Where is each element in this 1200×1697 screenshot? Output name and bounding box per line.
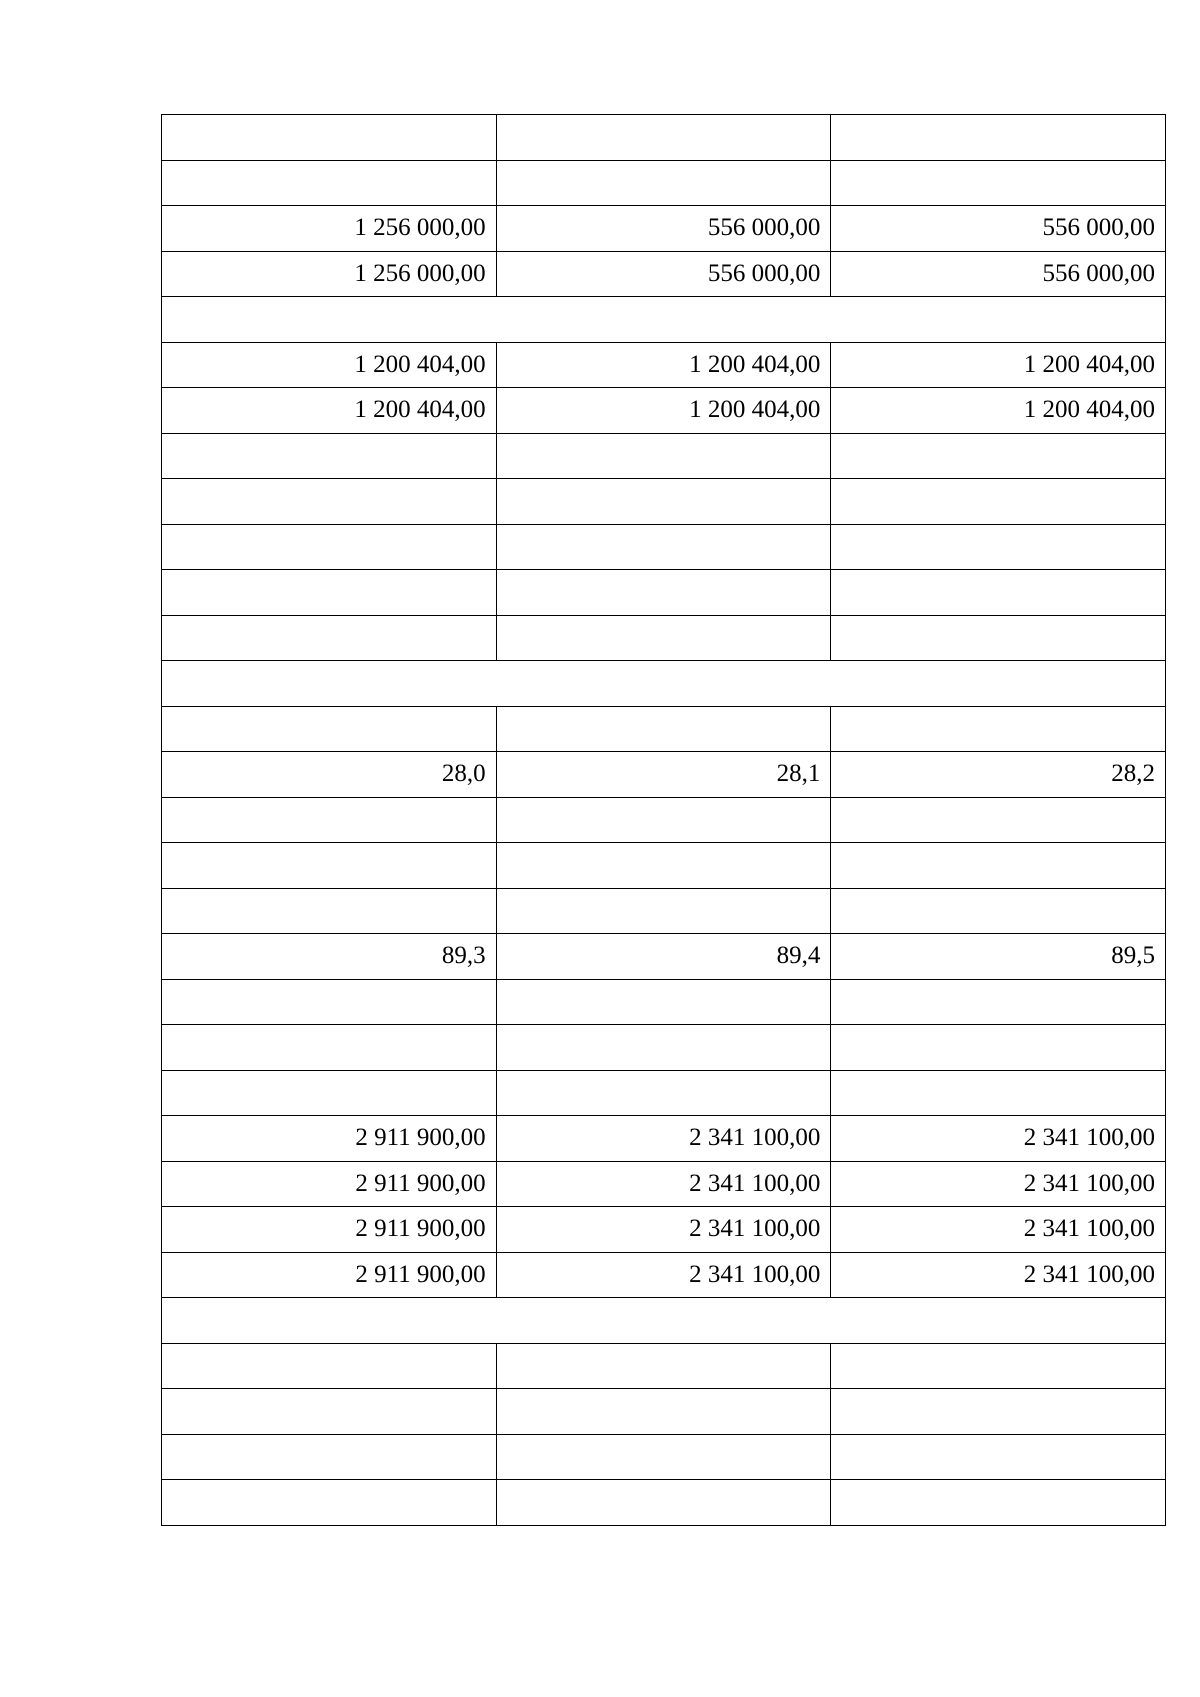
table-cell bbox=[831, 797, 1166, 843]
table-cell: 2 911 900,00 bbox=[162, 1207, 497, 1253]
table-cell: 2 341 100,00 bbox=[831, 1116, 1166, 1162]
table-cell bbox=[496, 615, 831, 661]
table-row bbox=[162, 752, 1166, 798]
table-row bbox=[162, 433, 1166, 479]
table-cell bbox=[831, 1480, 1166, 1526]
table-body bbox=[162, 115, 1166, 1526]
table-row bbox=[162, 706, 1166, 752]
table-cell: 1 256 000,00 bbox=[162, 251, 497, 297]
table-cell bbox=[162, 843, 497, 889]
table-row bbox=[162, 115, 1166, 161]
table-cell bbox=[831, 524, 1166, 570]
table-cell bbox=[831, 979, 1166, 1025]
table-cell bbox=[496, 433, 831, 479]
table-row bbox=[162, 1389, 1166, 1435]
table-row bbox=[162, 797, 1166, 843]
table-cell: 1 200 404,00 bbox=[162, 342, 497, 388]
table-cell bbox=[162, 524, 497, 570]
table-row bbox=[162, 888, 1166, 934]
table-row bbox=[162, 1161, 1166, 1207]
table-cell bbox=[162, 297, 1166, 343]
table-cell bbox=[162, 160, 497, 206]
table-cell bbox=[496, 1480, 831, 1526]
table-cell bbox=[496, 160, 831, 206]
table-cell bbox=[831, 115, 1166, 161]
table-cell bbox=[162, 1343, 497, 1389]
table-cell: 2 911 900,00 bbox=[162, 1252, 497, 1298]
table-cell bbox=[162, 888, 497, 934]
table-cell bbox=[831, 570, 1166, 616]
table-row bbox=[162, 1252, 1166, 1298]
table-cell bbox=[831, 479, 1166, 525]
table-cell bbox=[162, 433, 497, 479]
table-cell bbox=[162, 979, 497, 1025]
table-cell bbox=[496, 570, 831, 616]
table-cell: 556 000,00 bbox=[496, 251, 831, 297]
table-cell bbox=[162, 1434, 497, 1480]
table-cell bbox=[831, 1434, 1166, 1480]
table-row bbox=[162, 388, 1166, 434]
table-cell bbox=[496, 888, 831, 934]
table-row bbox=[162, 479, 1166, 525]
table-row bbox=[162, 206, 1166, 252]
table-cell bbox=[496, 797, 831, 843]
table-cell bbox=[831, 888, 1166, 934]
table-section-row bbox=[162, 1298, 1166, 1344]
table-cell bbox=[496, 479, 831, 525]
table-row bbox=[162, 843, 1166, 889]
table-cell bbox=[496, 979, 831, 1025]
table-row bbox=[162, 934, 1166, 980]
table-cell bbox=[831, 706, 1166, 752]
table-cell: 28,0 bbox=[162, 752, 497, 798]
values-table bbox=[161, 114, 1166, 1526]
table-row bbox=[162, 342, 1166, 388]
table-cell bbox=[162, 570, 497, 616]
table-row bbox=[162, 1025, 1166, 1071]
table-cell bbox=[162, 1025, 497, 1071]
table-cell: 2 911 900,00 bbox=[162, 1161, 497, 1207]
table-cell: 2 911 900,00 bbox=[162, 1116, 497, 1162]
table-cell bbox=[496, 524, 831, 570]
table-cell bbox=[162, 1480, 497, 1526]
table-cell: 89,4 bbox=[496, 934, 831, 980]
table-row bbox=[162, 570, 1166, 616]
table-cell: 2 341 100,00 bbox=[496, 1252, 831, 1298]
table-cell bbox=[831, 1070, 1166, 1116]
table-row bbox=[162, 1116, 1166, 1162]
table-cell bbox=[496, 1434, 831, 1480]
table-cell: 2 341 100,00 bbox=[831, 1161, 1166, 1207]
table-cell bbox=[162, 1389, 497, 1435]
table-cell: 2 341 100,00 bbox=[496, 1161, 831, 1207]
table-cell bbox=[496, 1343, 831, 1389]
table-cell bbox=[162, 479, 497, 525]
table-cell: 2 341 100,00 bbox=[496, 1207, 831, 1253]
table-cell: 2 341 100,00 bbox=[831, 1252, 1166, 1298]
table-cell: 556 000,00 bbox=[831, 251, 1166, 297]
table-row bbox=[162, 1070, 1166, 1116]
table-cell bbox=[831, 1343, 1166, 1389]
table-cell bbox=[496, 843, 831, 889]
table-cell bbox=[831, 160, 1166, 206]
table-row bbox=[162, 1434, 1166, 1480]
table-row bbox=[162, 615, 1166, 661]
table-cell: 1 200 404,00 bbox=[496, 342, 831, 388]
table-section-row bbox=[162, 661, 1166, 707]
table-cell: 556 000,00 bbox=[496, 206, 831, 252]
table-cell: 28,1 bbox=[496, 752, 831, 798]
table-cell: 1 256 000,00 bbox=[162, 206, 497, 252]
table-cell: 28,2 bbox=[831, 752, 1166, 798]
table-cell bbox=[162, 615, 497, 661]
table-cell bbox=[831, 843, 1166, 889]
table-cell bbox=[162, 661, 1166, 707]
table-cell: 89,5 bbox=[831, 934, 1166, 980]
table-cell: 556 000,00 bbox=[831, 206, 1166, 252]
table-cell bbox=[496, 1070, 831, 1116]
table-cell bbox=[496, 1389, 831, 1435]
table-cell: 2 341 100,00 bbox=[496, 1116, 831, 1162]
table-row bbox=[162, 1207, 1166, 1253]
table-cell: 1 200 404,00 bbox=[496, 388, 831, 434]
table-section-row bbox=[162, 297, 1166, 343]
table-cell bbox=[162, 115, 497, 161]
table-row bbox=[162, 251, 1166, 297]
table-cell bbox=[831, 433, 1166, 479]
table-cell bbox=[831, 615, 1166, 661]
table-cell bbox=[831, 1025, 1166, 1071]
table-cell bbox=[496, 706, 831, 752]
table-cell bbox=[496, 115, 831, 161]
table-cell: 2 341 100,00 bbox=[831, 1207, 1166, 1253]
table-cell bbox=[162, 797, 497, 843]
table-row bbox=[162, 1480, 1166, 1526]
table-cell bbox=[162, 706, 497, 752]
table-row bbox=[162, 1343, 1166, 1389]
table-row bbox=[162, 979, 1166, 1025]
table-cell: 1 200 404,00 bbox=[831, 342, 1166, 388]
table-cell: 1 200 404,00 bbox=[162, 388, 497, 434]
table-cell bbox=[496, 1025, 831, 1071]
table-cell bbox=[831, 1389, 1166, 1435]
table-cell: 89,3 bbox=[162, 934, 497, 980]
table-cell: 1 200 404,00 bbox=[831, 388, 1166, 434]
table-cell bbox=[162, 1298, 1166, 1344]
table-row bbox=[162, 160, 1166, 206]
table-row bbox=[162, 524, 1166, 570]
table-cell bbox=[162, 1070, 497, 1116]
